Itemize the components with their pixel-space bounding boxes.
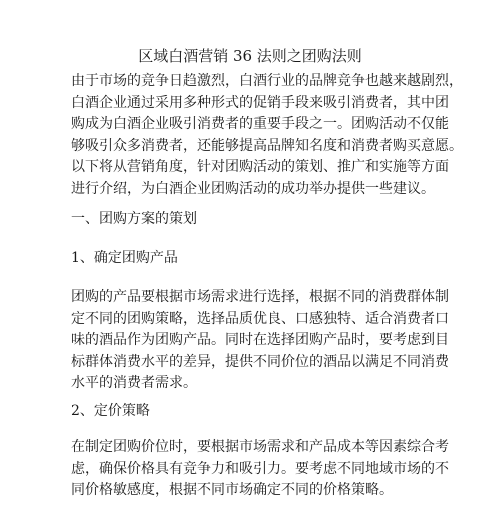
intro-line: 进行介绍，为白酒企业团购活动的成功举办提供一些建议。 — [71, 180, 435, 197]
section-heading-planning: 一、团购方案的策划 — [71, 211, 197, 227]
intro-line: 够吸引众多消费者，还能够提高品牌知名度和消费者购买意愿。 — [71, 137, 463, 154]
product-line: 味的酒品作为团购产品。同时在选择团购产品时，要考虑到目 — [71, 332, 449, 348]
intro-line: 由于市场的竞争日趋激烈，白酒行业的品牌竞争也越来越剧烈， — [71, 73, 463, 89]
intro-line: 购成为白酒企业吸引消费者的重要手段之一。团购活动不仅能 — [71, 116, 449, 132]
subsection-heading-pricing: 2、定价策略 — [71, 403, 150, 419]
product-line: 标群体消费水平的差异，提供不同价位的酒品以满足不同消费 — [71, 353, 449, 370]
product-paragraph — [71, 287, 449, 395]
pricing-line: 在制定团购价位时，要根据市场需求和产品成本等因素综合考 — [71, 439, 449, 455]
pricing-paragraph — [71, 437, 449, 502]
intro-line: 白酒企业通过采用多种形式的促销手段来吸引消费者，其中团 — [71, 94, 449, 111]
subsection-heading-product: 1、确定团购产品 — [71, 250, 178, 266]
intro-line: 以下将从营销角度，针对团购活动的策划、推广和实施等方面 — [71, 159, 449, 175]
product-line: 水平的消费者需求。 — [71, 375, 197, 391]
intro-paragraph — [71, 71, 463, 200]
product-line: 定不同的团购策略，选择品质优良、口感独特、适合消费者口 — [71, 310, 449, 327]
pricing-line: 虑，确保价格具有竞争力和吸引力。要考虑不同地域市场的不 — [71, 460, 449, 477]
document-title: 区域白酒营销 36 法则之团购法则 — [138, 47, 362, 65]
product-line: 团购的产品要根据市场需求进行选择，根据不同的消费群体制 — [71, 289, 449, 305]
pricing-line: 同价格敏感度，根据不同市场确定不同的价格策略。 — [71, 482, 393, 498]
